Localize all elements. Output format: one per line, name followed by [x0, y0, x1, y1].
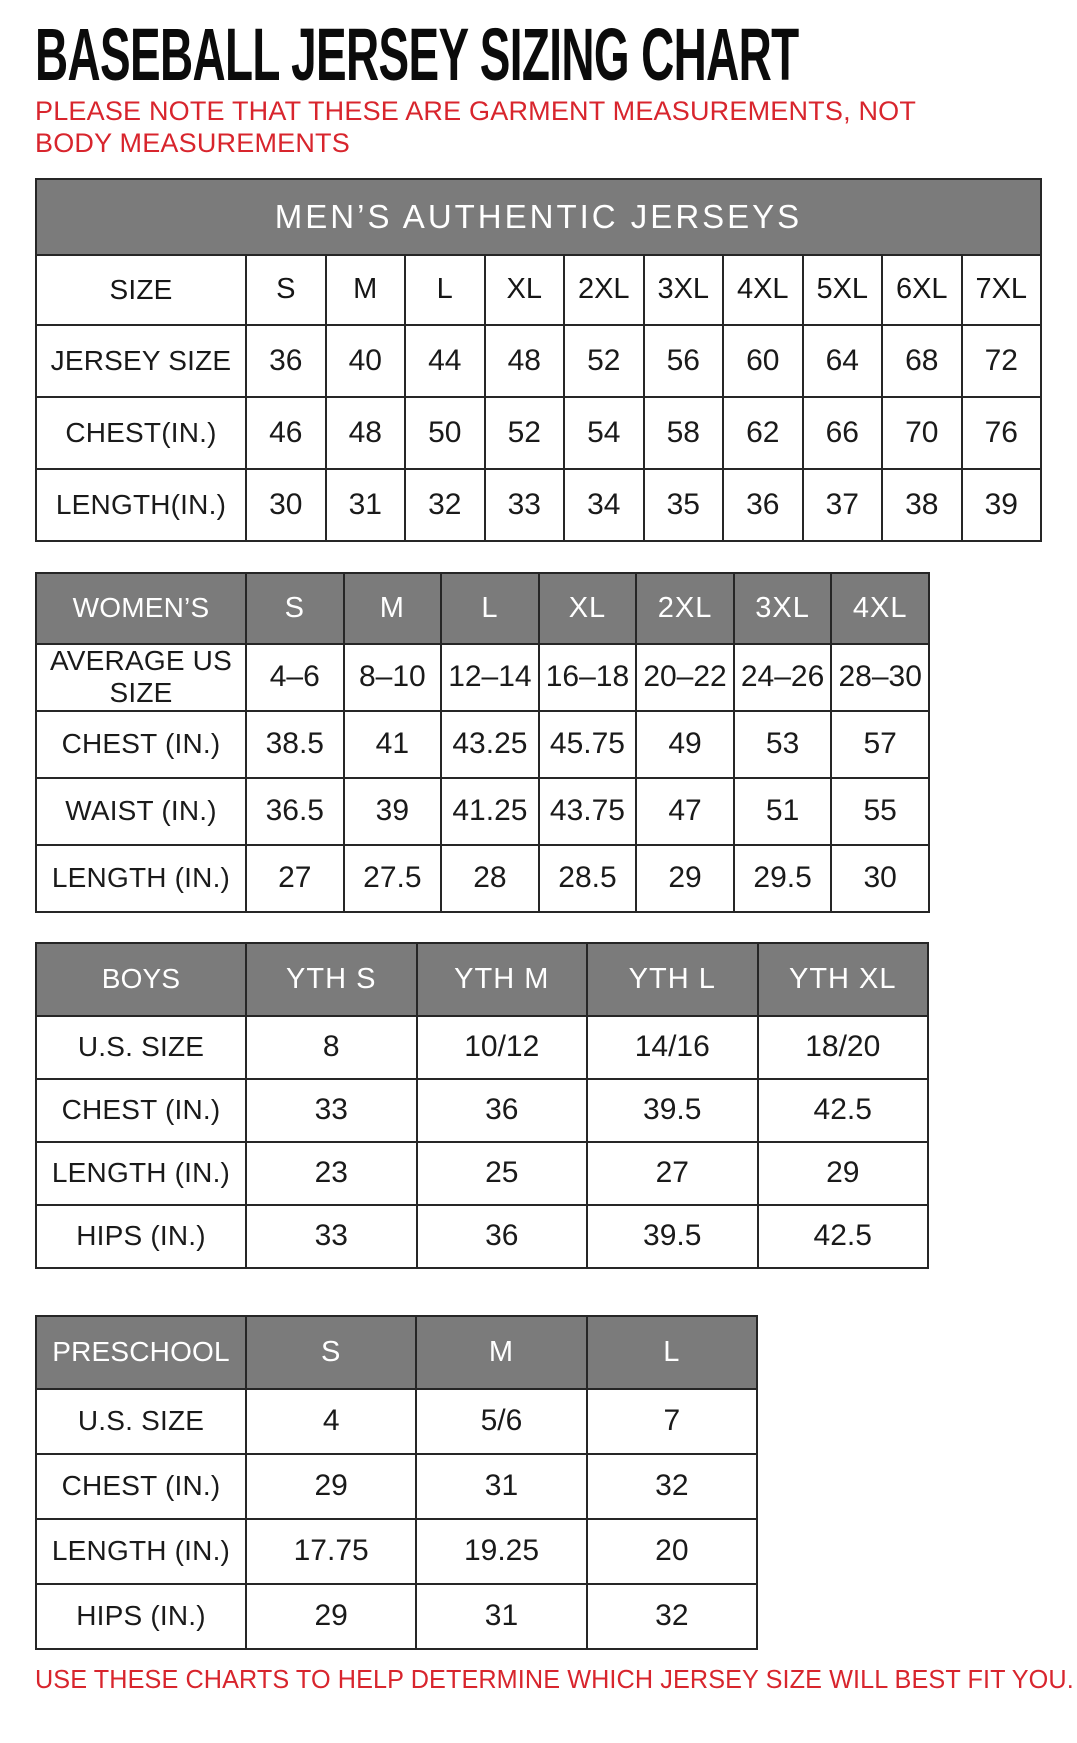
size-value: 4–6	[246, 644, 344, 711]
size-value: 4	[246, 1389, 416, 1454]
column-header: S	[246, 573, 344, 644]
size-value: 33	[485, 469, 565, 541]
size-value: 19.25	[416, 1519, 586, 1584]
size-value: 46	[246, 397, 326, 469]
column-header: 5XL	[803, 255, 883, 325]
size-value: 41	[344, 711, 442, 778]
size-value: 41.25	[441, 778, 539, 845]
table-row	[36, 1389, 757, 1454]
size-value: 76	[962, 397, 1042, 469]
table-row	[36, 469, 1041, 541]
row-label: HIPS (IN.)	[36, 1205, 246, 1268]
row-label: AVERAGE US SIZE	[36, 644, 246, 711]
size-value: 52	[485, 397, 565, 469]
size-value: 36	[723, 469, 803, 541]
size-value: 47	[636, 778, 734, 845]
size-value: 45.75	[539, 711, 637, 778]
size-value: 28–30	[831, 644, 929, 711]
size-value: 23	[246, 1142, 417, 1205]
row-label: JERSEY SIZE	[36, 325, 246, 397]
row-label: CHEST (IN.)	[36, 711, 246, 778]
row-label: LENGTH(IN.)	[36, 469, 246, 541]
size-value: 56	[644, 325, 724, 397]
size-value: 51	[734, 778, 832, 845]
mens-header-row	[36, 255, 1041, 325]
footer-note: USE THESE CHARTS TO HELP DETERMINE WHICH JERSEY SIZE WILL BEST FIT YOU.	[35, 1663, 1074, 1694]
column-header: 3XL	[734, 573, 832, 644]
page-title-text: BASEBALL JERSEY SIZING CHART	[35, 13, 799, 96]
size-value: 48	[326, 397, 406, 469]
size-value: 60	[723, 325, 803, 397]
row-label: LENGTH (IN.)	[36, 845, 246, 912]
preschool-size-table	[35, 1315, 758, 1650]
size-value: 66	[803, 397, 883, 469]
size-value: 37	[803, 469, 883, 541]
size-value: 54	[564, 397, 644, 469]
boys-header-label: BOYS	[36, 943, 246, 1016]
size-value: 29	[246, 1454, 416, 1519]
page-title	[35, 13, 1042, 96]
row-label: U.S. SIZE	[36, 1389, 246, 1454]
column-header: M	[416, 1316, 586, 1389]
column-header: 4XL	[723, 255, 803, 325]
size-value: 5/6	[416, 1389, 586, 1454]
table-row	[36, 1079, 928, 1142]
size-value: 29	[246, 1584, 416, 1649]
column-header: 4XL	[831, 573, 929, 644]
column-header: YTH S	[246, 943, 417, 1016]
size-value: 39	[962, 469, 1042, 541]
preschool-header-label: PRESCHOOL	[36, 1316, 246, 1389]
size-value: 27	[246, 845, 344, 912]
column-header: XL	[485, 255, 565, 325]
boys-header-row	[36, 943, 928, 1016]
column-header: L	[441, 573, 539, 644]
size-value: 20	[587, 1519, 757, 1584]
size-value: 32	[587, 1454, 757, 1519]
column-header: 2XL	[636, 573, 734, 644]
size-value: 39.5	[587, 1079, 758, 1142]
womens-header-row	[36, 573, 929, 644]
table-row	[36, 845, 929, 912]
size-value: 39.5	[587, 1205, 758, 1268]
size-value: 31	[326, 469, 406, 541]
row-label: CHEST(IN.)	[36, 397, 246, 469]
size-value: 72	[962, 325, 1042, 397]
size-value: 29.5	[734, 845, 832, 912]
size-value: 35	[644, 469, 724, 541]
table-row	[36, 1205, 928, 1268]
size-value: 24–26	[734, 644, 832, 711]
column-header: M	[326, 255, 406, 325]
column-header: L	[405, 255, 485, 325]
table-row	[36, 1016, 928, 1079]
table-row	[36, 397, 1041, 469]
size-value: 43.75	[539, 778, 637, 845]
size-value: 43.25	[441, 711, 539, 778]
mens-banner: MEN’S AUTHENTIC JERSEYS	[36, 179, 1041, 255]
table-row	[36, 711, 929, 778]
size-value: 7	[587, 1389, 757, 1454]
size-value: 57	[831, 711, 929, 778]
size-value: 33	[246, 1079, 417, 1142]
size-value: 49	[636, 711, 734, 778]
row-label: HIPS (IN.)	[36, 1584, 246, 1649]
column-header: YTH L	[587, 943, 758, 1016]
column-header: 2XL	[564, 255, 644, 325]
size-value: 53	[734, 711, 832, 778]
table-row	[36, 1584, 757, 1649]
mens-size-table	[35, 178, 1042, 542]
size-value: 30	[246, 469, 326, 541]
column-header: L	[587, 1316, 757, 1389]
size-value: 25	[417, 1142, 588, 1205]
size-tables-container	[35, 178, 1042, 1650]
size-value: 64	[803, 325, 883, 397]
size-value: 18/20	[758, 1016, 929, 1079]
size-value: 42.5	[758, 1205, 929, 1268]
table-row	[36, 1142, 928, 1205]
size-value: 32	[587, 1584, 757, 1649]
size-value: 68	[882, 325, 962, 397]
row-label: U.S. SIZE	[36, 1016, 246, 1079]
size-value: 34	[564, 469, 644, 541]
size-value: 28.5	[539, 845, 637, 912]
size-value: 40	[326, 325, 406, 397]
size-value: 44	[405, 325, 485, 397]
row-label: LENGTH (IN.)	[36, 1142, 246, 1205]
row-label: CHEST (IN.)	[36, 1454, 246, 1519]
size-value: 31	[416, 1584, 586, 1649]
size-value: 39	[344, 778, 442, 845]
size-value: 14/16	[587, 1016, 758, 1079]
row-label: WAIST (IN.)	[36, 778, 246, 845]
size-value: 27	[587, 1142, 758, 1205]
size-value: 29	[636, 845, 734, 912]
size-value: 32	[405, 469, 485, 541]
preschool-header-row	[36, 1316, 757, 1389]
table-row	[36, 1519, 757, 1584]
size-value: 42.5	[758, 1079, 929, 1142]
banner-row	[36, 179, 1041, 255]
size-value: 38	[882, 469, 962, 541]
row-label: LENGTH (IN.)	[36, 1519, 246, 1584]
size-value: 36	[246, 325, 326, 397]
size-value: 52	[564, 325, 644, 397]
womens-header-label: WOMEN’S	[36, 573, 246, 644]
table-row	[36, 1454, 757, 1519]
table-row	[36, 644, 929, 711]
size-value: 48	[485, 325, 565, 397]
column-header: YTH XL	[758, 943, 929, 1016]
size-value: 8	[246, 1016, 417, 1079]
column-header: M	[344, 573, 442, 644]
column-header: YTH M	[417, 943, 588, 1016]
column-header: 3XL	[644, 255, 724, 325]
size-value: 33	[246, 1205, 417, 1268]
size-value: 36.5	[246, 778, 344, 845]
table-row	[36, 325, 1041, 397]
size-value: 62	[723, 397, 803, 469]
size-value: 58	[644, 397, 724, 469]
garment-measurements-note: PLEASE NOTE THAT THESE ARE GARMENT MEASUREMENTS, NOT BODY MEASUREMENTS	[35, 96, 916, 158]
size-value: 10/12	[417, 1016, 588, 1079]
mens-header-label: SIZE	[36, 255, 246, 325]
size-value: 16–18	[539, 644, 637, 711]
size-value: 31	[416, 1454, 586, 1519]
size-value: 38.5	[246, 711, 344, 778]
size-value: 8–10	[344, 644, 442, 711]
size-value: 17.75	[246, 1519, 416, 1584]
size-value: 28	[441, 845, 539, 912]
boys-size-table	[35, 942, 929, 1269]
size-value: 50	[405, 397, 485, 469]
size-value: 36	[417, 1079, 588, 1142]
size-value: 55	[831, 778, 929, 845]
size-value: 12–14	[441, 644, 539, 711]
size-value: 30	[831, 845, 929, 912]
size-value: 29	[758, 1142, 929, 1205]
column-header: S	[246, 255, 326, 325]
womens-size-table	[35, 572, 930, 913]
row-label: CHEST (IN.)	[36, 1079, 246, 1142]
size-value: 36	[417, 1205, 588, 1268]
size-value: 70	[882, 397, 962, 469]
table-row	[36, 778, 929, 845]
size-value: 20–22	[636, 644, 734, 711]
size-value: 27.5	[344, 845, 442, 912]
column-header: S	[246, 1316, 416, 1389]
column-header: XL	[539, 573, 637, 644]
column-header: 6XL	[882, 255, 962, 325]
column-header: 7XL	[962, 255, 1042, 325]
